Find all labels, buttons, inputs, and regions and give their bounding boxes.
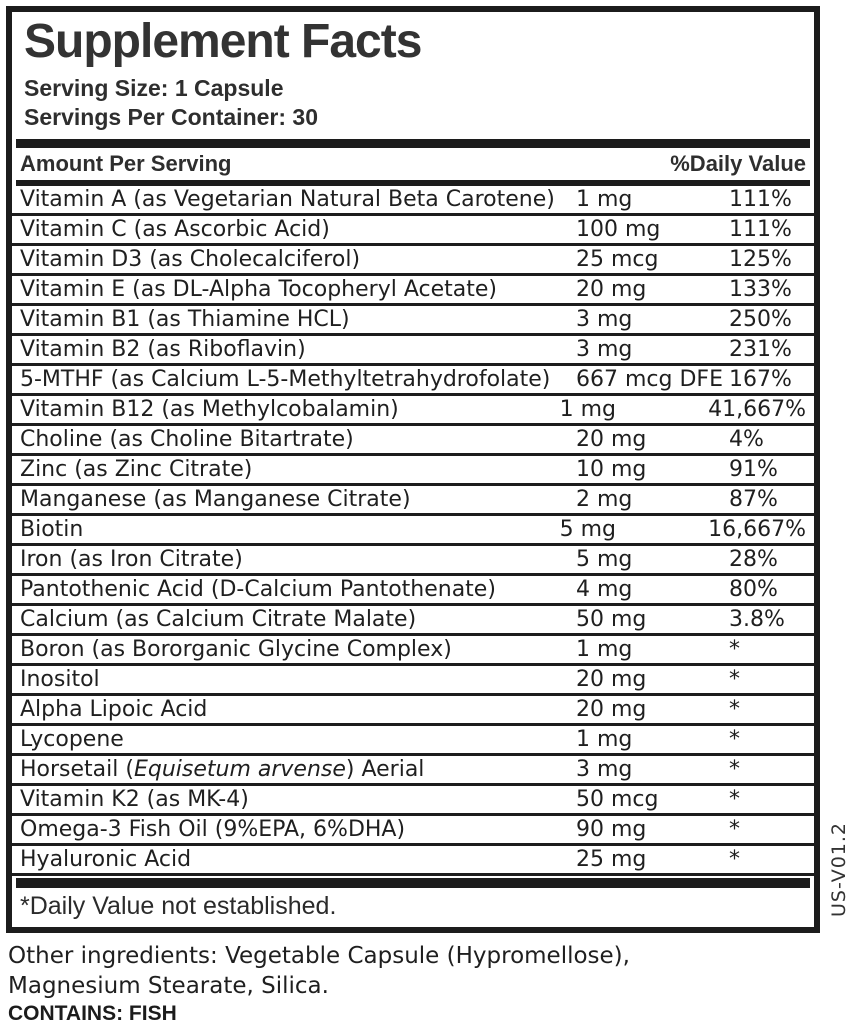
ingredient-daily-value: 250% — [729, 306, 792, 332]
table-row — [12, 816, 814, 846]
daily-value-footnote: *Daily Value not established. — [20, 891, 337, 920]
ingredient-daily-value: 133% — [729, 276, 792, 302]
facts-rows — [12, 186, 814, 876]
allergen-statement: CONTAINS: FISH — [8, 1002, 177, 1024]
ingredient-name: Lycopene — [20, 726, 124, 752]
page-title: Supplement Facts — [24, 15, 422, 68]
ingredient-amount: 667 mcg DFE — [576, 366, 723, 392]
other-ingredients: Other ingredients: Vegetable Capsule (Hypromellose), Magnesium Stearate, Silica. — [8, 943, 630, 999]
table-row — [12, 426, 814, 456]
ingredient-name: Iron (as Iron Citrate) — [20, 546, 243, 572]
divider-thick-top — [16, 139, 810, 148]
ingredient-amount: 2 mg — [576, 486, 633, 512]
version-label: US-V01.2 — [828, 821, 850, 917]
table-row — [12, 396, 814, 426]
table-row — [12, 306, 814, 336]
ingredient-amount: 1 mg — [576, 636, 633, 662]
ingredient-amount: 1 mg — [576, 726, 633, 752]
ingredient-name: Vitamin B12 (as Methylcobalamin) — [20, 396, 399, 422]
table-row — [12, 636, 814, 666]
ingredient-daily-value: 91% — [729, 456, 778, 482]
ingredient-name: Omega-3 Fish Oil (9%EPA, 6%DHA) — [20, 816, 406, 842]
ingredient-amount: 4 mg — [576, 576, 633, 602]
ingredient-amount: 10 mg — [576, 456, 647, 482]
panel-header — [12, 12, 814, 134]
ingredient-daily-value: 111% — [729, 186, 792, 212]
ingredient-amount: 20 mg — [576, 276, 647, 302]
amount-per-serving-label: Amount Per Serving — [20, 150, 232, 176]
ingredient-daily-value: 3.8% — [729, 606, 785, 632]
ingredient-name: Horsetail (Equisetum arvense) Aerial — [20, 756, 425, 782]
table-row — [12, 696, 814, 726]
ingredient-name: Biotin — [20, 516, 84, 542]
ingredient-name: Pantothenic Acid (D-Calcium Pantothenate) — [20, 576, 496, 602]
ingredient-amount: 50 mg — [576, 606, 647, 632]
ingredient-amount: 5 mg — [559, 516, 617, 542]
ingredient-daily-value: 80% — [729, 576, 778, 602]
ingredient-name: Vitamin A (as Vegetarian Natural Beta Carotene) — [20, 186, 555, 212]
ingredient-amount: 1 mg — [576, 186, 633, 212]
table-row — [12, 666, 814, 696]
ingredient-amount: 25 mg — [576, 846, 647, 872]
table-row — [12, 546, 814, 576]
ingredient-daily-value: * — [729, 636, 740, 662]
ingredient-daily-value: 231% — [729, 336, 792, 362]
ingredient-amount: 90 mg — [576, 816, 647, 842]
table-row — [12, 186, 814, 216]
ingredient-name: Vitamin E (as DL-Alpha Tocopheryl Acetate) — [20, 276, 497, 302]
ingredient-amount: 1 mg — [559, 396, 617, 422]
table-row — [12, 486, 814, 516]
ingredient-daily-value: * — [729, 816, 740, 842]
ingredient-daily-value: * — [729, 666, 740, 692]
ingredient-amount: 100 mg — [576, 216, 661, 242]
ingredient-name: Inositol — [20, 666, 100, 692]
ingredient-daily-value: * — [729, 726, 740, 752]
serving-size: Serving Size: 1 Capsule — [24, 74, 284, 101]
ingredient-amount: 20 mg — [576, 426, 647, 452]
ingredient-amount: 20 mg — [576, 696, 647, 722]
ingredient-daily-value: 167% — [729, 366, 792, 392]
daily-value-label: %Daily Value — [670, 150, 806, 176]
ingredient-name: Hyaluronic Acid — [20, 846, 192, 872]
table-row — [12, 366, 814, 396]
table-row — [12, 726, 814, 756]
ingredient-name: Vitamin C (as Ascorbic Acid) — [20, 216, 330, 242]
ingredient-name: Manganese (as Manganese Citrate) — [20, 486, 411, 512]
ingredient-daily-value: 111% — [729, 216, 792, 242]
ingredient-daily-value: 41,667% — [708, 396, 806, 422]
ingredient-daily-value: 28% — [729, 546, 778, 572]
ingredient-name: Vitamin B1 (as Thiamine HCL) — [20, 306, 350, 332]
ingredient-amount: 20 mg — [576, 666, 647, 692]
ingredient-amount: 3 mg — [576, 756, 633, 782]
ingredient-daily-value: 125% — [729, 246, 792, 272]
ingredient-daily-value: 16,667% — [708, 516, 806, 542]
ingredient-name: Vitamin B2 (as Riboflavin) — [20, 336, 306, 362]
table-row — [12, 246, 814, 276]
ingredient-daily-value: * — [729, 846, 740, 872]
ingredient-amount: 5 mg — [576, 546, 633, 572]
table-row — [12, 756, 814, 786]
ingredient-amount: 25 mcg — [576, 246, 659, 272]
ingredient-daily-value: * — [729, 696, 740, 722]
ingredient-daily-value: 87% — [729, 486, 778, 512]
ingredient-name: Choline (as Choline Bitartrate) — [20, 426, 354, 452]
table-row — [12, 606, 814, 636]
ingredient-name: Vitamin K2 (as MK-4) — [20, 786, 249, 812]
ingredient-daily-value: * — [729, 786, 740, 812]
supplement-facts-panel — [6, 6, 820, 933]
table-row — [12, 576, 814, 606]
ingredient-daily-value: 4% — [729, 426, 764, 452]
ingredient-name: Calcium (as Calcium Citrate Malate) — [20, 606, 417, 632]
table-row — [12, 846, 814, 876]
table-row — [12, 336, 814, 366]
table-row — [12, 216, 814, 246]
servings-per-container: Servings Per Container: 30 — [24, 103, 318, 130]
ingredient-name: 5-MTHF (as Calcium L-5-Methyltetrahydrofolate) — [20, 366, 551, 392]
facts-column-header — [12, 148, 814, 180]
ingredient-name: Vitamin D3 (as Cholecalciferol) — [20, 246, 361, 272]
ingredient-amount: 3 mg — [576, 306, 633, 332]
ingredient-name: Alpha Lipoic Acid — [20, 696, 208, 722]
ingredient-daily-value: * — [729, 756, 740, 782]
ingredient-name: Boron (as Bororganic Glycine Complex) — [20, 636, 452, 662]
table-row — [12, 456, 814, 486]
divider-thick-bottom — [16, 878, 810, 888]
ingredient-amount: 50 mcg — [576, 786, 659, 812]
table-row — [12, 786, 814, 816]
ingredient-name: Zinc (as Zinc Citrate) — [20, 456, 253, 482]
table-row — [12, 516, 814, 546]
ingredient-amount: 3 mg — [576, 336, 633, 362]
table-row — [12, 276, 814, 306]
